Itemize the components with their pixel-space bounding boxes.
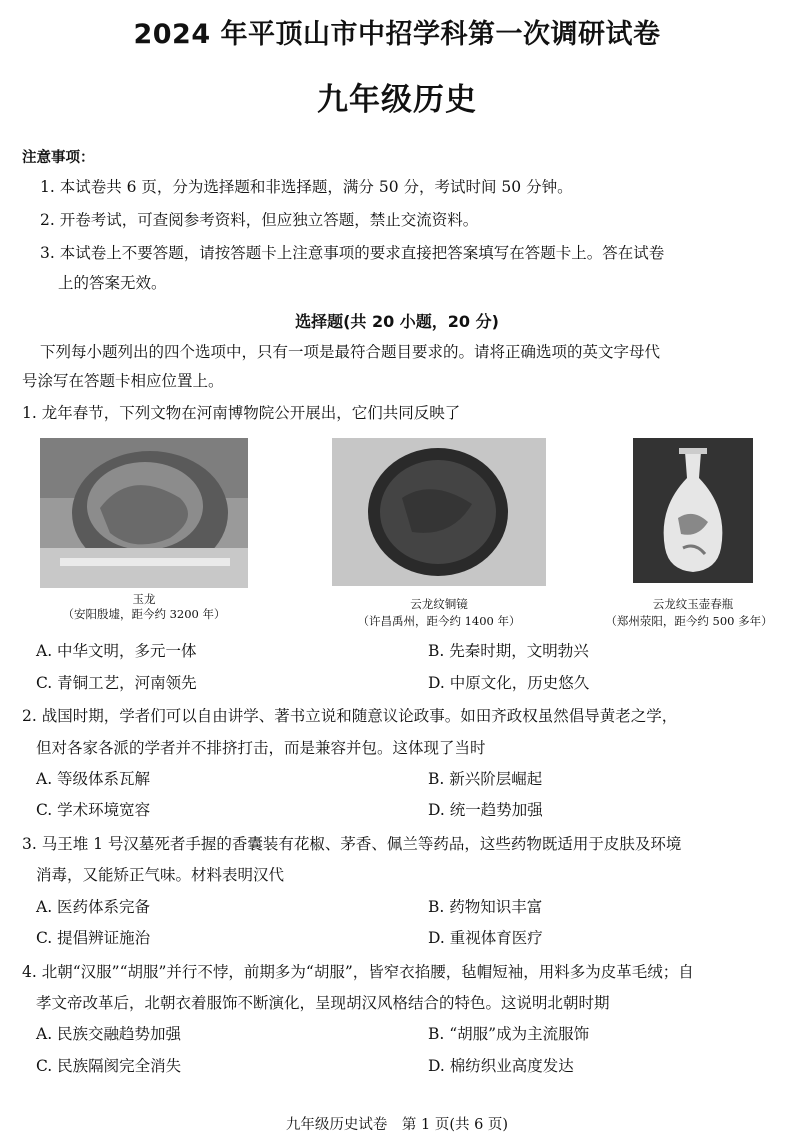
image-caption-source: （安阳殷墟，距今约 3200 年） [62, 607, 226, 621]
notice-item: 2. 开卷考试，可查阅参考资料，但应独立答题，禁止交流资料。 [40, 211, 479, 229]
option-b[interactable]: B. “胡服”成为主流服饰 [428, 1025, 590, 1043]
option-c[interactable]: C. 民族隔阂完全消失 [36, 1057, 182, 1075]
question-stem: 孝文帝改革后，北朝衣着服饰不断演化，呈现胡汉风格结合的特色。这说明北朝时期 [36, 994, 610, 1012]
question-stem: 1. 龙年春节，下列文物在河南博物院公开展出，它们共同反映了 [22, 404, 461, 422]
question-stem: 2. 战国时期，学者们可以自由讲学、著书立说和随意议论政事。如田齐政权虽然倡导黄老之学， [22, 707, 678, 725]
notice-item: 3. 本试卷上不要答题，请按答题卡上注意事项的要求直接把答案填写在答题卡上。答在试卷 [40, 244, 665, 262]
notice-item: 1. 本试卷共 6 页，分为选择题和非选择题，满分 50 分，考试时间 50 分钟。 [40, 178, 573, 196]
image-caption-name: 玉龙 [132, 592, 156, 606]
option-a[interactable]: A. 等级体系瓦解 [36, 770, 151, 788]
section-title: 选择题(共 20 小题，20 分) [295, 312, 499, 331]
option-c[interactable]: C. 青铜工艺，河南领先 [36, 674, 197, 692]
option-c[interactable]: C. 提倡辨证施治 [36, 929, 151, 947]
bronze-mirror-image [332, 438, 546, 586]
option-a[interactable]: A. 医药体系完备 [36, 898, 151, 916]
notice-item: 上的答案无效。 [58, 274, 167, 292]
option-a[interactable]: A. 民族交融趋势加强 [36, 1025, 182, 1043]
exam-subtitle: 九年级历史 [317, 82, 477, 118]
page-footer: 九年级历史试卷 第 1 页(共 6 页) [285, 1117, 509, 1133]
question-stem: 3. 马王堆 1 号汉墓死者手握的香囊装有花椒、茅香、佩兰等药品，这些药物既适用于皮肤及环境 [22, 835, 682, 853]
image-caption-source: （郑州荥阳，距今约 500 多年） [605, 614, 773, 628]
option-d[interactable]: D. 中原文化，历史悠久 [428, 674, 590, 692]
option-d[interactable]: D. 重视体育医疗 [428, 929, 543, 947]
option-b[interactable]: B. 先秦时期，文明勃兴 [428, 642, 589, 660]
option-b[interactable]: B. 新兴阶层崛起 [428, 770, 543, 788]
image-caption-name: 云龙纹铜镜 [410, 597, 468, 611]
porcelain-vase-image [633, 438, 753, 583]
question-stem: 消毒，又能矫正气味。材料表明汉代 [36, 866, 285, 884]
image-caption-name: 云龙纹玉壶春瓶 [652, 597, 734, 611]
option-a[interactable]: A. 中华文明，多元一体 [36, 642, 197, 660]
section-instructions: 下列每小题列出的四个选项中，只有一项是最符合题目要求的。请将正确选项的英文字母代 [40, 343, 661, 361]
exam-title: 2024 年平顶山市中招学科第一次调研试卷 [133, 19, 661, 50]
section-instructions: 号涂写在答题卡相应位置上。 [22, 372, 224, 390]
jade-dragon-image [40, 438, 248, 588]
question-stem: 4. 北朝“汉服”“胡服”并行不悖，前期多为“胡服”，皆窄衣掐腰，毡帽短袖，用料多为皮革毛绒；自 [22, 963, 694, 981]
question-stem: 但对各家各派的学者并不排挤打击，而是兼容并包。这体现了当时 [36, 739, 486, 757]
option-b[interactable]: B. 药物知识丰富 [428, 898, 543, 916]
notice-heading: 注意事项： [22, 150, 95, 166]
option-d[interactable]: D. 统一趋势加强 [428, 801, 543, 819]
option-c[interactable]: C. 学术环境宽容 [36, 801, 151, 819]
option-d[interactable]: D. 棉纺织业高度发达 [428, 1057, 574, 1075]
image-caption-source: （许昌禹州，距今约 1400 年） [357, 614, 521, 628]
